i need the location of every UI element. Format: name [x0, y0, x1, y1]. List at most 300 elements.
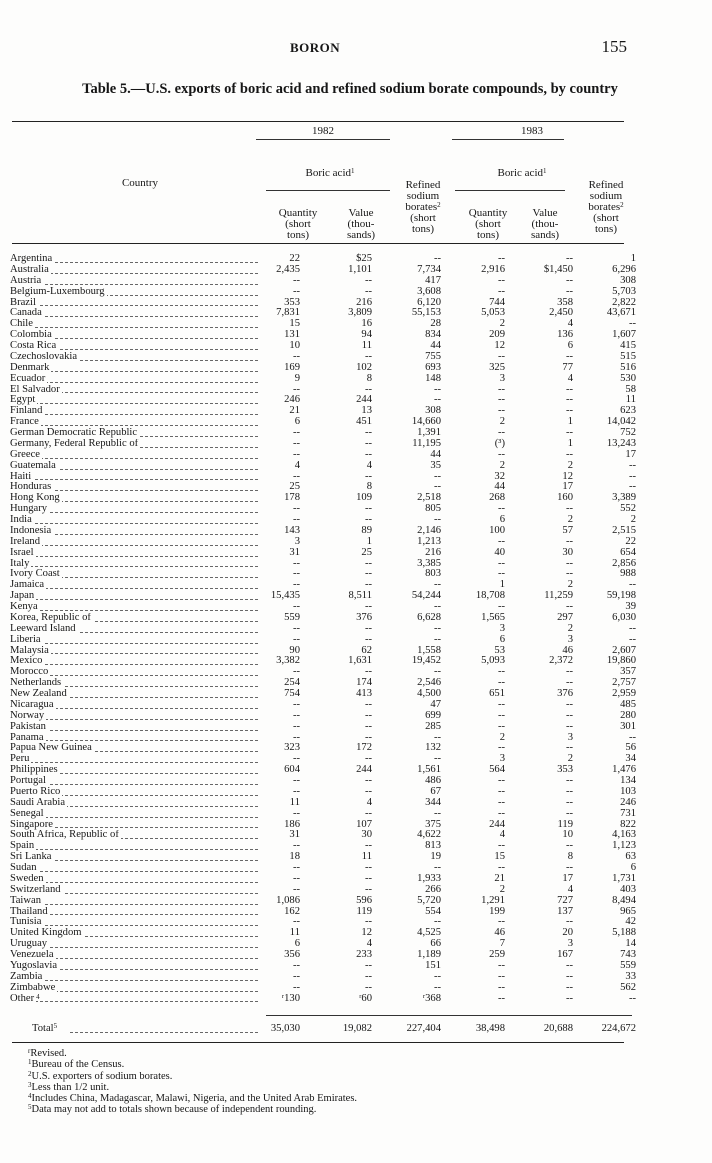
qty-1983-cell: 651: [489, 688, 505, 699]
refined-1982-cell: 3,608: [417, 285, 441, 297]
country-cell: [10, 504, 258, 515]
footnote: [28, 1104, 357, 1115]
refined-1983-cell: 246: [620, 796, 636, 808]
value-1982-cell: --: [364, 720, 372, 732]
leader-dots: [10, 284, 258, 285]
country-cell: [10, 276, 258, 287]
refined-1982-cell: --: [433, 481, 441, 493]
country-name: Mexico: [10, 656, 43, 667]
qty-1983-cell: --: [497, 677, 505, 689]
qty-1982-cell: 4: [294, 459, 300, 471]
table-row: [10, 633, 636, 646]
value-1983-cell: 3: [567, 731, 573, 743]
footnote: [28, 1059, 357, 1070]
table-row: [10, 709, 636, 722]
refined-1982-cell: 755: [425, 350, 441, 362]
table-row: [10, 688, 636, 700]
qty-1982-cell: --: [292, 427, 300, 438]
refined-1983-cell: 485: [620, 698, 636, 710]
refined-1982-cell: --: [433, 601, 441, 612]
value-1983-cell: 10: [562, 829, 573, 841]
refined-1983-cell: --: [628, 470, 636, 482]
refined-1982-cell: 7,734: [417, 263, 441, 275]
qty-1983-cell: 259: [489, 949, 505, 960]
country-name: Germany, Federal Republic of: [10, 438, 139, 449]
refined-1983-cell: 752: [620, 427, 636, 438]
table-row: [10, 340, 636, 352]
qty-1982-cell: --: [292, 448, 300, 460]
country-name: Honduras: [10, 482, 52, 493]
country-cell: [10, 363, 258, 374]
qty-1983-cell: 6: [499, 514, 505, 525]
leader-dots: [10, 643, 258, 644]
refined-1982-cell: --: [433, 383, 441, 395]
refined-1982-cell: 805: [425, 503, 441, 515]
qty-1982-cell: 7,831: [276, 307, 300, 319]
value-1983-cell: 3: [567, 633, 573, 645]
value-1982-cell: --: [364, 916, 372, 928]
refined-1982-cell: --: [433, 753, 441, 765]
refined-1983-cell: 515: [620, 350, 636, 362]
country-name: Norway: [10, 710, 45, 721]
value-1982-cell: --: [364, 709, 372, 721]
table-row: [10, 992, 636, 1005]
value-1982-cell: 1,101: [348, 263, 372, 275]
country-name: Italy: [10, 558, 30, 569]
country-cell: [10, 319, 258, 330]
country-cell: [10, 385, 258, 396]
refined-1982-cell: 5,720: [417, 894, 441, 906]
refined-1982-cell: 6,628: [417, 611, 441, 623]
value-1983-cell: 20: [562, 927, 573, 939]
footnote-text: Bureau of the Census.: [31, 1059, 125, 1071]
year-1983-header: 1983: [521, 125, 543, 137]
value-1982-cell: 413: [356, 688, 372, 699]
table-row: [10, 981, 636, 994]
bottom-rule: [12, 1042, 624, 1043]
country-cell: [10, 417, 258, 428]
value-1982-cell: 89: [361, 524, 372, 536]
qty-1983-cell: 744: [489, 296, 505, 308]
country-cell: [10, 820, 258, 831]
refined-1982-cell: 4,525: [417, 927, 441, 939]
value-1982-cell: 8,511: [348, 590, 372, 602]
value-1982-cell: --: [364, 981, 372, 993]
qty-1983-cell: --: [497, 383, 505, 395]
value-1982-cell: 233: [356, 949, 372, 960]
table-row: [10, 796, 636, 809]
country-name: Haiti: [10, 471, 32, 482]
country-name: Australia: [10, 264, 49, 275]
value-1982-cell: 107: [356, 818, 372, 830]
country-name: India: [10, 515, 32, 525]
quantity-1983-header: Quantity (short tons): [468, 207, 508, 241]
refined-1983-cell: 1,607: [612, 329, 636, 341]
value-1982-cell: --: [364, 633, 372, 645]
table-row: [10, 579, 636, 591]
refined-1983-cell: 301: [620, 720, 636, 732]
value-1983-cell: $1,450: [543, 263, 573, 275]
refined-1983-cell: 516: [620, 361, 636, 373]
country-cell: [10, 950, 258, 961]
refined-1982-cell: 344: [425, 796, 441, 808]
country-cell: [10, 907, 258, 918]
qty-1983-cell: --: [497, 666, 505, 678]
value-1982-cell: 25: [361, 546, 372, 558]
country-cell: [10, 722, 258, 733]
value-1982-cell: --: [364, 698, 372, 710]
refined-1983-cell: 134: [620, 775, 636, 786]
table-row: [10, 329, 636, 341]
country-name: South Africa, Republic of: [10, 830, 119, 841]
refined-1983-cell: --: [628, 318, 636, 330]
refined-1983-cell: 13,243: [606, 437, 636, 449]
table-row: [10, 318, 636, 330]
country-cell: [10, 537, 258, 548]
table-row: [10, 481, 636, 493]
value-1982-cell: 16: [361, 318, 372, 330]
qty-1983-cell: 244: [489, 818, 505, 830]
value-1983-cell: 167: [557, 949, 573, 960]
country-cell: [10, 450, 258, 461]
leader-dots: [10, 556, 258, 557]
value-1982-cell: --: [364, 285, 372, 297]
qty-1983-cell: 209: [489, 329, 505, 341]
value-1982-cell: --: [364, 427, 372, 438]
value-1983-cell: --: [565, 274, 573, 286]
footnote-mark: 1: [28, 1058, 32, 1067]
qty-1982-cell: --: [292, 350, 300, 362]
qty-1983-cell: 325: [489, 361, 505, 373]
qty-1983-cell: 46: [494, 927, 505, 939]
total-refined-1982: 227,404: [406, 1023, 441, 1034]
qty-1982-cell: --: [292, 785, 300, 797]
country-cell: [10, 994, 258, 1005]
qty-1982-cell: --: [292, 601, 300, 612]
value-1982-cell: 376: [356, 611, 372, 623]
value-1983-cell: 137: [557, 905, 573, 917]
refined-1982-cell: 132: [425, 742, 441, 754]
table-row: [10, 644, 636, 657]
table-row: [10, 698, 636, 711]
footnotes: [28, 1048, 357, 1116]
refined-1983-cell: 5,188: [612, 927, 636, 939]
refined-1983-cell: 3,389: [612, 492, 636, 504]
table-row: [10, 514, 636, 526]
table-row: [10, 307, 636, 319]
qty-1983-cell: --: [497, 742, 505, 754]
total-label: Total$^5$: [32, 1022, 58, 1034]
value-1983-cell: 376: [557, 688, 573, 699]
country-cell: [10, 308, 258, 319]
footnote: [28, 1093, 357, 1104]
leader-dots: [10, 1001, 258, 1002]
country-cell: [10, 515, 258, 526]
value-1982-cell: 8: [366, 372, 372, 384]
country-name: Philippines: [10, 765, 58, 776]
country-name: Finland: [10, 406, 43, 417]
qty-1983-cell: 2,916: [481, 263, 505, 275]
table-row: [10, 829, 636, 841]
country-cell: [10, 711, 258, 722]
value-1983-cell: --: [565, 503, 573, 515]
leader-dots: [10, 425, 258, 426]
refined-1983-cell: 2,515: [612, 524, 636, 536]
qty-1982-cell: 18: [289, 851, 300, 863]
country-cell: [10, 352, 258, 363]
value-1982-cell: ʳ60: [359, 992, 372, 1004]
value-1982-cell: 109: [356, 492, 372, 504]
country-cell: [10, 526, 258, 537]
qty-1982-cell: --: [292, 807, 300, 819]
value-1982-cell: 12: [361, 927, 372, 939]
refined-1983-cell: 6: [630, 862, 636, 873]
country-cell: [10, 624, 258, 635]
value-1983-cell: --: [565, 601, 573, 612]
country-cell: [10, 852, 258, 863]
value-1983-cell: --: [565, 557, 573, 569]
qty-1983-cell: --: [497, 840, 505, 852]
country-name: Japan: [10, 591, 35, 602]
refined-1982-cell: 19: [430, 851, 441, 863]
leader-dots: [10, 414, 258, 415]
country-name: Zambia: [10, 971, 43, 982]
value-1982-cell: --: [364, 383, 372, 395]
value-1982-cell: 13: [361, 405, 372, 417]
value-1982-cell: 102: [356, 361, 372, 373]
value-1982-cell: --: [364, 840, 372, 852]
year-1982-rule: [256, 139, 390, 140]
qty-1982-cell: 353: [284, 296, 300, 308]
qty-1982-cell: 143: [284, 524, 300, 536]
country-cell: [10, 472, 258, 483]
refined-1982-cell: 699: [425, 709, 441, 721]
value-1982-cell: 244: [356, 764, 372, 776]
refined-1983-cell: 14,042: [606, 416, 636, 428]
country-name: Czechoslovakia: [10, 351, 78, 362]
refined-1983-cell: 2: [630, 514, 636, 525]
country-name: Zimbabwe: [10, 982, 56, 993]
qty-1982-cell: --: [292, 775, 300, 786]
refined-1982-cell: --: [433, 731, 441, 743]
qty-1983-cell: --: [497, 405, 505, 417]
table-row: [10, 590, 636, 602]
table-row: [10, 296, 636, 309]
value-1982-cell: $25: [356, 253, 372, 264]
refined-1982-cell: 4,622: [417, 829, 441, 841]
refined-1982-cell: --: [433, 579, 441, 591]
qty-1983-cell: 40: [494, 546, 505, 558]
country-cell: [10, 439, 258, 450]
value-1983-cell: --: [565, 862, 573, 873]
refined-1983-cell: 562: [620, 981, 636, 993]
qty-1983-cell: 15: [494, 851, 505, 863]
leader-dots: [10, 458, 258, 459]
qty-1982-cell: --: [292, 720, 300, 732]
qty-1983-cell: 5,053: [481, 307, 505, 319]
country-name: Other: [10, 993, 35, 1004]
table-row: [10, 872, 636, 885]
table-row: [10, 601, 636, 613]
qty-1982-cell: --: [292, 970, 300, 982]
country-cell: [10, 798, 258, 809]
refined-1982-cell: 2,518: [417, 492, 441, 504]
refined-1982-cell: 813: [425, 840, 441, 852]
qty-1983-cell: --: [497, 709, 505, 721]
country-cell: [10, 885, 258, 896]
boric-acid-1982-rule: [266, 190, 390, 191]
table-row: [10, 470, 636, 483]
table-row: [10, 285, 636, 298]
qty-1983-cell: 199: [489, 905, 505, 917]
value-1982-cell: --: [364, 503, 372, 515]
value-1982-cell: 174: [356, 677, 372, 689]
country-cell: [10, 559, 258, 570]
value-1983-cell: --: [565, 709, 573, 721]
value-1983-cell: --: [565, 350, 573, 362]
table-row: [10, 492, 636, 504]
qty-1982-cell: ʳ130: [281, 992, 300, 1004]
country-cell: [10, 591, 258, 602]
country-cell: [10, 548, 258, 559]
qty-1982-cell: 178: [284, 492, 300, 504]
refined-1982-cell: 834: [425, 329, 441, 341]
refined-1983-cell: 2,856: [612, 557, 636, 569]
refined-1982-cell: 148: [425, 372, 441, 384]
refined-1983-cell: 59,198: [606, 590, 636, 602]
value-1982-header: Value (thou- sands): [346, 207, 376, 241]
refined-1983-cell: 552: [620, 503, 636, 515]
refined-1983-cell: 965: [620, 905, 636, 917]
leader-dots: [10, 610, 258, 611]
value-1983-cell: --: [565, 742, 573, 754]
country-cell: [10, 287, 258, 298]
qty-1982-cell: 186: [284, 818, 300, 830]
refined-1982-cell: 486: [425, 775, 441, 786]
value-1983-cell: --: [565, 666, 573, 678]
refined-1983-cell: 56: [625, 742, 636, 754]
country-name: Spain: [10, 841, 35, 852]
value-1983-cell: 6: [567, 340, 573, 351]
table-row: [10, 927, 636, 939]
value-1982-cell: --: [364, 785, 372, 797]
table-row: [10, 677, 636, 689]
country-name: Chile: [10, 319, 33, 330]
refined-1983-cell: 623: [620, 405, 636, 417]
refined-1982-cell: --: [433, 253, 441, 264]
table-row: [10, 274, 636, 287]
refined-1983-cell: 1,476: [612, 764, 636, 776]
refined-1983-cell: 2,959: [612, 688, 636, 699]
qty-1982-cell: 1,086: [276, 894, 300, 906]
qty-1983-cell: --: [497, 568, 505, 580]
value-1982-cell: --: [364, 775, 372, 786]
qty-1982-cell: 559: [284, 611, 300, 623]
header-rule: [12, 243, 624, 244]
value-1982-cell: --: [364, 448, 372, 460]
country-name: Pakistan: [10, 721, 46, 732]
qty-1983-cell: 3: [499, 753, 505, 765]
value-1983-cell: 57: [562, 524, 573, 536]
qty-1983-cell: 1: [499, 579, 505, 591]
leader-dots: [10, 588, 258, 589]
refined-1982-cell: --: [433, 916, 441, 928]
qty-1982-cell: --: [292, 383, 300, 395]
country-name: Uruguay: [10, 939, 48, 950]
qty-1983-cell: 12: [494, 340, 505, 351]
refined-1982-cell: 55,153: [411, 307, 441, 319]
table-row: [10, 361, 636, 374]
qty-1983-cell: --: [497, 274, 505, 286]
value-1982-cell: 216: [356, 296, 372, 308]
year-1983-rule: [452, 139, 564, 140]
leader-dots: [10, 545, 258, 546]
value-1982-cell: 30: [361, 829, 372, 841]
country-cell: [10, 700, 258, 711]
footnote-text: Data may not add to totals shown because of independent rounding.: [31, 1104, 317, 1116]
table-row: [10, 894, 636, 907]
qty-1982-cell: --: [292, 514, 300, 525]
qty-1983-cell: --: [497, 253, 505, 264]
qty-1983-cell: --: [497, 448, 505, 460]
qty-1983-cell: 564: [489, 764, 505, 776]
refined-1982-cell: --: [433, 807, 441, 819]
table-row: [10, 459, 636, 472]
qty-1982-cell: 11: [289, 927, 300, 939]
refined-1983-cell: 34: [625, 753, 636, 765]
refined-1982-cell: 216: [425, 546, 441, 558]
value-1983-cell: --: [565, 698, 573, 710]
value-1983-cell: 136: [557, 329, 573, 341]
country-name: Jamaica: [10, 580, 45, 591]
qty-1983-cell: 268: [489, 492, 505, 504]
table-row: [10, 949, 636, 961]
refined-1982-cell: 28: [430, 318, 441, 330]
refined-1982-cell: 554: [425, 905, 441, 917]
country-name: Israel: [10, 547, 34, 558]
country-name: Sri Lanka: [10, 852, 52, 863]
footnote-mark: r: [28, 1047, 31, 1055]
qty-1982-cell: 254: [284, 677, 300, 689]
country-cell: [10, 406, 258, 417]
table-row: [10, 611, 636, 624]
refined-1982-cell: ʳ368: [422, 992, 441, 1004]
country-name: Argentina: [10, 254, 53, 264]
table-row: [10, 905, 636, 918]
qty-1982-cell: 246: [284, 394, 300, 406]
qty-1982-cell: 323: [284, 742, 300, 754]
country-cell: [10, 776, 258, 787]
value-1983-cell: --: [565, 427, 573, 438]
country-cell: [10, 298, 258, 309]
country-name: United Kingdom: [10, 928, 82, 939]
value-1983-cell: 2: [567, 514, 573, 525]
country-cell: [10, 689, 258, 700]
qty-1982-cell: --: [292, 437, 300, 449]
value-1983-cell: --: [565, 394, 573, 406]
qty-1983-cell: --: [497, 557, 505, 569]
country-name: Papua New Guinea: [10, 743, 92, 754]
table-row: [10, 394, 636, 406]
qty-1982-cell: --: [292, 862, 300, 873]
refined-1983-cell: 17: [625, 448, 636, 460]
qty-1982-cell: 90: [289, 644, 300, 656]
refined-1983-cell: 1: [630, 253, 636, 264]
value-1983-cell: 4: [567, 318, 573, 330]
refined-1983-cell: 988: [620, 568, 636, 580]
refined-1982-cell: 1,933: [417, 872, 441, 884]
value-1983-cell: --: [565, 840, 573, 852]
